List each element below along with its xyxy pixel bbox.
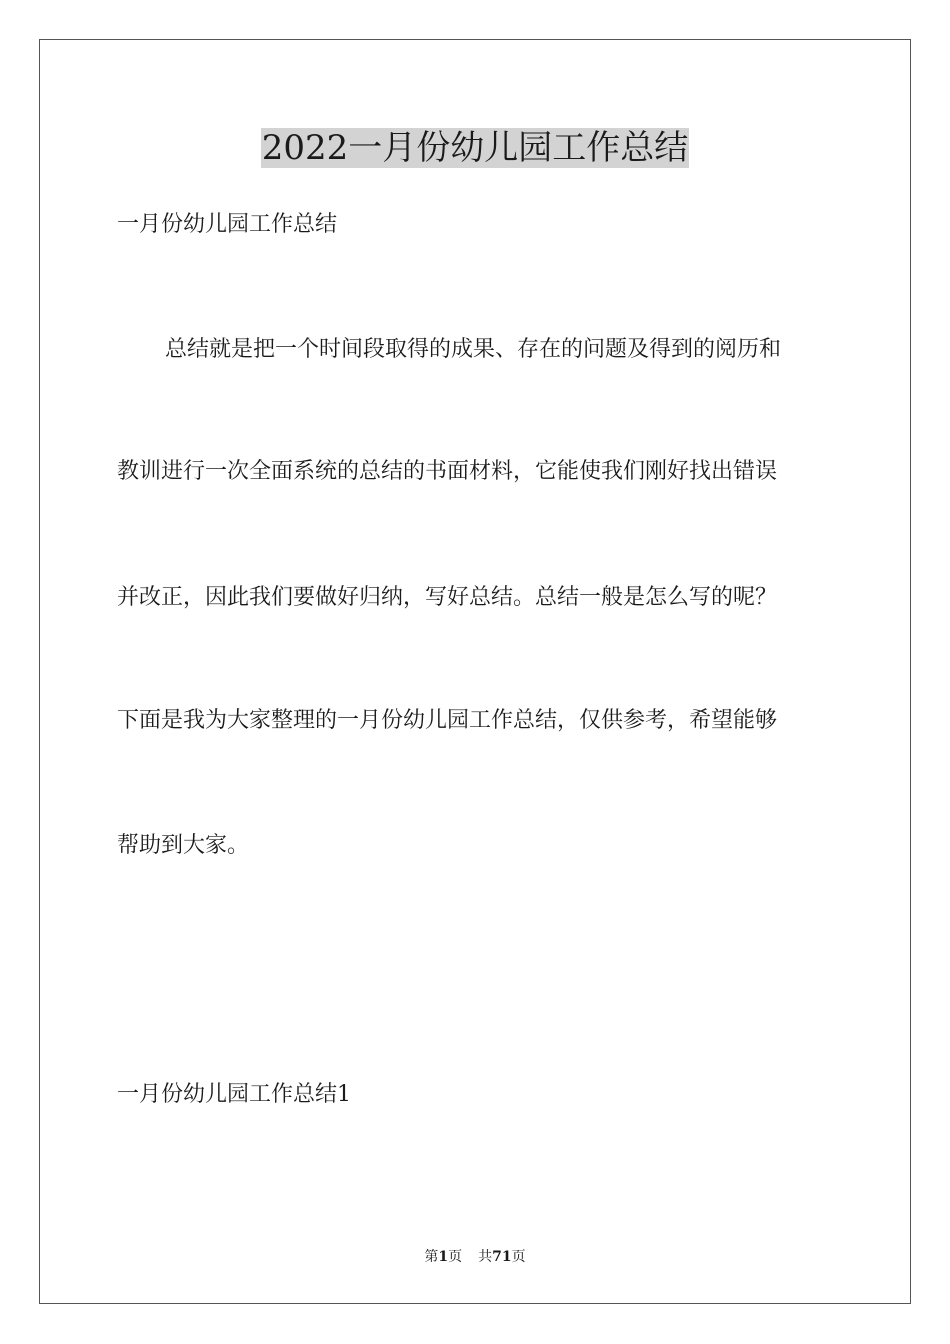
document-subtitle: 一月份幼儿园工作总结 [117, 212, 338, 237]
footer-total-suffix: 页 [511, 1249, 526, 1265]
footer-page-suffix: 页 [448, 1249, 463, 1265]
intro-line-5: 帮助到大家。 [117, 833, 250, 858]
footer-page-number: 1 [438, 1249, 449, 1265]
section-heading: 一月份幼儿园工作总结1 [117, 1082, 351, 1107]
footer-total-pages: 71 [492, 1249, 512, 1265]
intro-line-3: 并改正，因此我们要做好归纳，写好总结。总结一般是怎么写的呢？ [117, 585, 778, 610]
intro-line-1: 总结就是把一个时间段取得的成果、存在的问题及得到的阅历和 [165, 337, 782, 362]
intro-line-2: 教训进行一次全面系统的总结的书面材料，它能使我们刚好找出错误 [117, 459, 778, 484]
footer-total-prefix: 共 [478, 1249, 493, 1265]
page-footer [0, 1247, 950, 1267]
document-title [0, 126, 950, 170]
document-title-text: 2022一月份幼儿园工作总结 [261, 128, 689, 168]
footer-page-prefix: 第 [424, 1249, 439, 1265]
intro-line-4: 下面是我为大家整理的一月份幼儿园工作总结，仅供参考，希望能够 [117, 708, 778, 733]
